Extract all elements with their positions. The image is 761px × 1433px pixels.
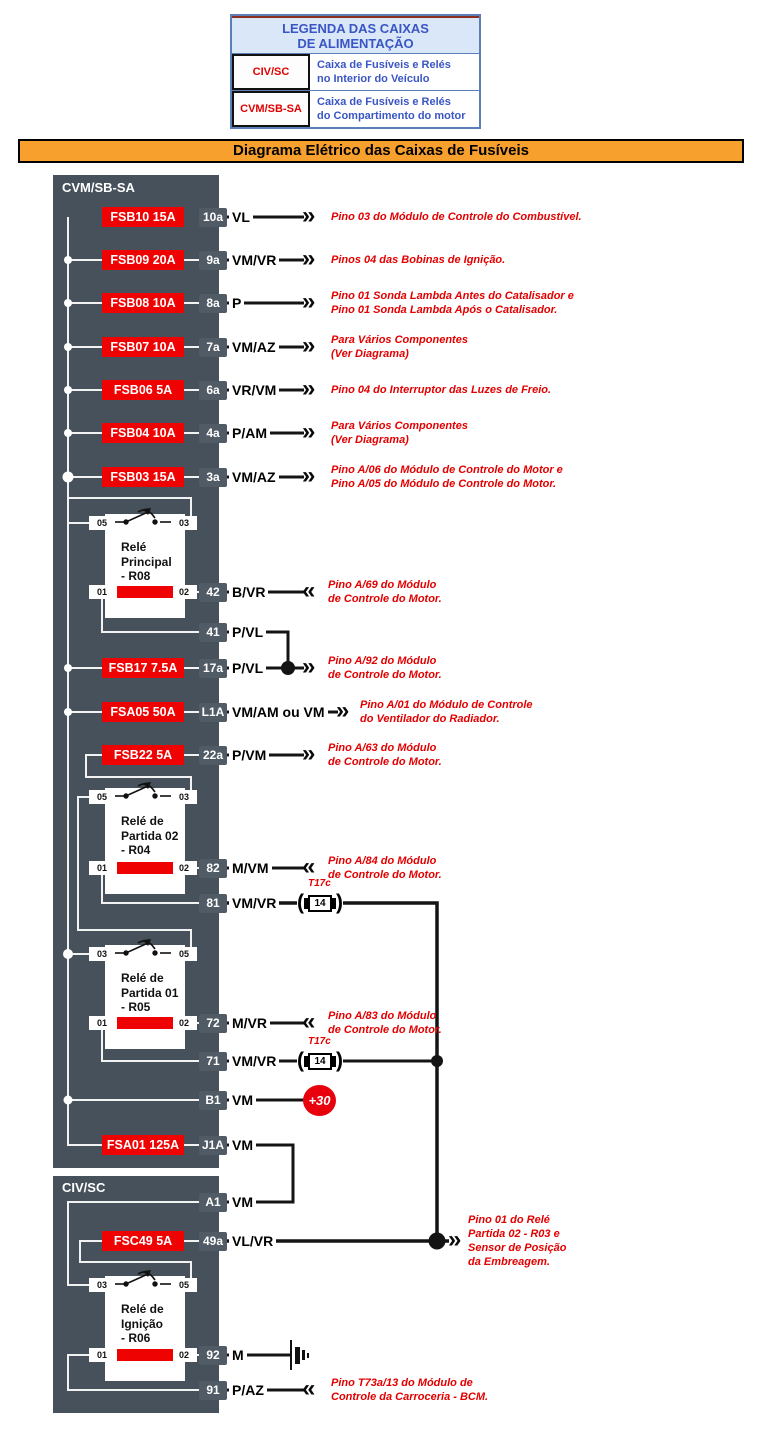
ground-bar — [290, 1340, 292, 1370]
relay-label — [121, 971, 178, 1015]
relay-label-line: Partida 02 — [121, 828, 179, 843]
pin-description-line: Controle da Carroceria - BCM. — [331, 1391, 489, 1403]
arrow-in-icon: « — [302, 1375, 315, 1402]
arrow-out-icon: » — [302, 375, 315, 402]
wire-color-label: M — [229, 1346, 247, 1364]
relay-label-line: - R06 — [121, 1331, 151, 1345]
wire-color-label: VM/AZ — [229, 338, 279, 356]
pin-tab: 4a — [199, 424, 227, 443]
wire-color-label: VL/VR — [229, 1232, 276, 1250]
relay-label-line: - R08 — [121, 569, 151, 583]
pin-description-line: de Controle do Motor. — [328, 669, 442, 681]
fuse-label: FSB10 15A — [102, 207, 184, 227]
battery-plus30-badge: +30 — [303, 1085, 336, 1116]
pin-tab: 71 — [199, 1052, 227, 1071]
relay-terminal: 05 — [171, 1278, 197, 1292]
relay-terminal: 05 — [171, 947, 197, 961]
fuse-label: FSB08 10A — [102, 293, 184, 313]
ground-icon — [290, 1339, 309, 1371]
arrow-out-icon: » — [302, 202, 315, 229]
pin-description-line: Pinos 04 das Bobinas de Ignição. — [331, 254, 506, 266]
fuse-label: FSB09 20A — [102, 250, 184, 270]
relay-switch-icon — [115, 1268, 171, 1290]
pin-tab: 41 — [199, 623, 227, 642]
pin-description — [328, 1009, 442, 1037]
connector-number: 14 — [308, 895, 332, 912]
wire-color-label: VM — [229, 1091, 256, 1109]
interior-box-header-label: CIV/SC — [62, 1180, 106, 1195]
relay-label-line: Principal — [121, 554, 172, 569]
relay-label-line: Ignição — [121, 1316, 164, 1331]
pin-tab: L1A — [199, 703, 227, 722]
arrow-in-icon: « — [302, 853, 315, 880]
relay-label — [121, 1302, 164, 1346]
fuse-label: FSB22 5A — [102, 745, 184, 765]
legend-desc-line: Caixa de Fusíveis e Relés — [317, 59, 451, 71]
relay-coil — [117, 1017, 173, 1029]
ground-bar — [307, 1353, 309, 1358]
relay-coil — [117, 862, 173, 874]
pin-description — [360, 698, 533, 726]
pin-tab: 91 — [199, 1381, 227, 1400]
legend-code-cell: CVM/SB-SA — [232, 91, 310, 127]
connector-paren: ) — [336, 891, 343, 914]
pin-description-line: Pino A/06 do Módulo de Controle do Motor e — [331, 464, 563, 476]
pin-tab: 9a — [199, 251, 227, 270]
wire-color-label: VM/AZ — [229, 468, 279, 486]
pin-description-line: Pino 01 Sonda Lambda Após o Catalisador. — [331, 304, 558, 316]
pin-tab: 82 — [199, 859, 227, 878]
pin-description-line: (Ver Diagrama) — [331, 348, 409, 360]
relay-terminal: 01 — [89, 585, 115, 599]
relay-terminal: 02 — [171, 1016, 197, 1030]
fuse-label: FSB17 7.5A — [102, 658, 184, 678]
legend-desc-line: no Interior do Veículo — [317, 73, 430, 85]
relay-terminal: 02 — [171, 1348, 197, 1362]
pin-description — [328, 854, 442, 882]
pin-description — [328, 741, 442, 769]
pin-tab: 42 — [199, 583, 227, 602]
connector-code-label: T17c — [308, 1036, 331, 1047]
legend-desc-line: do Compartimento do motor — [317, 110, 466, 122]
relay-terminal: 03 — [171, 516, 197, 530]
relay-coil — [117, 586, 173, 598]
pin-description-line: do Ventilador do Radiador. — [360, 713, 500, 725]
relay-label-line: Partida 01 — [121, 985, 179, 1000]
wire-color-label: B/VR — [229, 583, 268, 601]
pin-tab: 8a — [199, 294, 227, 313]
wire-color-label: M/VM — [229, 859, 272, 877]
fuse-label: FSB03 15A — [102, 467, 184, 487]
fuse-label: FSC49 5A — [102, 1231, 184, 1251]
connector-paren: ( — [297, 891, 304, 914]
wire-color-label: VM/VR — [229, 1052, 279, 1070]
wire-color-label: P/AZ — [229, 1381, 267, 1399]
relay-switch-icon — [115, 937, 171, 959]
relay-label-line: - R04 — [121, 843, 151, 857]
wire-color-label: VM — [229, 1193, 256, 1211]
fuse-label: FSA01 125A — [102, 1135, 184, 1155]
wire-color-label: VM — [229, 1136, 256, 1154]
pin-tab: 72 — [199, 1014, 227, 1033]
pin-tab: 81 — [199, 894, 227, 913]
pin-tab: 7a — [199, 338, 227, 357]
pin-tab: 22a — [199, 746, 227, 765]
relay-coil — [117, 1349, 173, 1361]
wire-color-label: P/AM — [229, 424, 270, 442]
relay-terminal: 02 — [171, 585, 197, 599]
fuse-label: FSB04 10A — [102, 423, 184, 443]
pin-description — [331, 210, 582, 224]
pin-description-line: (Ver Diagrama) — [331, 434, 409, 446]
pin-description — [331, 463, 563, 491]
relay-label-line: Relé de — [121, 1302, 164, 1316]
pin-description-line: Pino A/63 do Módulo — [328, 742, 437, 754]
relay-label-line: Relé de — [121, 971, 164, 985]
relay-terminal: 01 — [89, 861, 115, 875]
pin-tab: J1A — [199, 1136, 227, 1155]
pin-description-line: Partida 02 - R03 e — [468, 1228, 560, 1240]
pin-description-line: Pino 03 do Módulo de Controle do Combustível. — [331, 211, 582, 223]
pin-tab: 17a — [199, 659, 227, 678]
pin-description — [331, 383, 551, 397]
relay-label — [121, 814, 178, 858]
wire-color-label: P/VL — [229, 659, 266, 677]
pin-tab: 6a — [199, 381, 227, 400]
pin-description-line: Para Vários Componentes — [331, 420, 468, 432]
wire-color-label: M/VR — [229, 1014, 270, 1032]
pin-tab: 3a — [199, 468, 227, 487]
connector-paren: ) — [336, 1049, 343, 1072]
pin-description — [331, 419, 468, 447]
relay-terminal: 05 — [89, 790, 115, 804]
wire-color-label: P/VM — [229, 746, 269, 764]
pin-description-line: Pino 01 do Relé — [468, 1214, 550, 1226]
arrow-out-icon: » — [302, 418, 315, 445]
relay-label — [121, 540, 172, 584]
inline-connector-icon — [297, 1051, 343, 1071]
arrow-out-icon: » — [302, 740, 315, 767]
engine-box-header-label: CVM/SB-SA — [62, 180, 135, 195]
pin-description-line: de Controle do Motor. — [328, 1024, 442, 1036]
wire-color-label: P — [229, 294, 244, 312]
arrow-in-icon: « — [302, 1008, 315, 1035]
pin-description-line: Pino A/01 do Módulo de Controle — [360, 699, 533, 711]
wire-color-label: VM/VR — [229, 251, 279, 269]
pin-tab: 10a — [199, 208, 227, 227]
pin-description-line: Pino A/69 do Módulo — [328, 579, 437, 591]
pin-description-line: de Controle do Motor. — [328, 593, 442, 605]
pin-description-line: Pino A/05 do Módulo de Controle do Motor. — [331, 478, 557, 490]
relay-terminal: 03 — [171, 790, 197, 804]
pin-description-line: de Controle do Motor. — [328, 756, 442, 768]
pin-description-line: da Embreagem. — [468, 1256, 550, 1268]
wire-color-label: VL — [229, 208, 253, 226]
inline-connector-icon — [297, 893, 343, 913]
pin-description — [331, 289, 574, 317]
pin-description — [468, 1213, 566, 1269]
relay-label-line: - R05 — [121, 1000, 151, 1014]
arrow-out-icon: » — [448, 1226, 461, 1253]
legend-title-line2: DE ALIMENTAÇÃO — [297, 36, 414, 51]
fuse-label: FSA05 50A — [102, 702, 184, 722]
relay-terminal: 03 — [89, 947, 115, 961]
relay-terminal: 01 — [89, 1016, 115, 1030]
fuse-label: FSB07 10A — [102, 337, 184, 357]
relay-label-line: Relé de — [121, 814, 164, 828]
pin-description — [331, 1376, 488, 1404]
legend-title-line1: LEGENDA DAS CAIXAS — [282, 21, 429, 36]
title-bar: Diagrama Elétrico das Caixas de Fusíveis — [18, 139, 744, 163]
ground-bar — [302, 1350, 305, 1360]
wire-color-label: VR/VM — [229, 381, 279, 399]
fuse-label: FSB06 5A — [102, 380, 184, 400]
arrow-out-icon: » — [302, 653, 315, 680]
pin-tab: 49a — [199, 1232, 227, 1251]
pin-tab: B1 — [199, 1091, 227, 1110]
pin-description-line: Pino 01 Sonda Lambda Antes do Catalisador e — [331, 290, 574, 302]
pin-description-line: de Controle do Motor. — [328, 869, 442, 881]
pin-description-line: Sensor de Posição — [468, 1242, 567, 1254]
ground-bar — [295, 1347, 300, 1364]
arrow-out-icon: » — [302, 245, 315, 272]
pin-description-line: Pino A/92 do Módulo — [328, 655, 437, 667]
relay-terminal: 03 — [89, 1278, 115, 1292]
pin-description-line: Pino T73a/13 do Módulo de — [331, 1377, 473, 1389]
pin-tab: 92 — [199, 1346, 227, 1365]
relay-terminal: 05 — [89, 516, 115, 530]
arrow-out-icon: » — [336, 697, 349, 724]
pin-description — [328, 578, 442, 606]
connector-number: 14 — [308, 1053, 332, 1070]
arrow-out-icon: » — [302, 288, 315, 315]
relay-switch-icon — [115, 506, 171, 528]
pin-description-line: Para Vários Componentes — [331, 334, 468, 346]
relay-switch-icon — [115, 780, 171, 802]
pin-description — [328, 654, 442, 682]
legend-desc-line: Caixa de Fusíveis e Relés — [317, 96, 451, 108]
relay-terminal: 01 — [89, 1348, 115, 1362]
pin-tab: A1 — [199, 1193, 227, 1212]
arrow-out-icon: » — [302, 462, 315, 489]
wire-color-label: VM/VR — [229, 894, 279, 912]
pin-description-line: Pino A/84 do Módulo — [328, 855, 437, 867]
legend-code-cell: CIV/SC — [232, 54, 310, 90]
pin-description-line: Pino 04 do Interruptor das Luzes de Freio. — [331, 384, 552, 396]
relay-terminal: 02 — [171, 861, 197, 875]
relay-label-line: Relé — [121, 540, 147, 554]
wire-color-label: P/VL — [229, 623, 266, 641]
pin-description — [331, 333, 468, 361]
connector-paren: ( — [297, 1049, 304, 1072]
pin-description-line: Pino A/83 do Módulo — [328, 1010, 437, 1022]
arrow-in-icon: « — [302, 577, 315, 604]
pin-description — [331, 253, 505, 267]
connector-code-label: T17c — [308, 878, 331, 889]
wire-color-label: VM/AM ou VM — [229, 703, 328, 721]
arrow-out-icon: » — [302, 332, 315, 359]
